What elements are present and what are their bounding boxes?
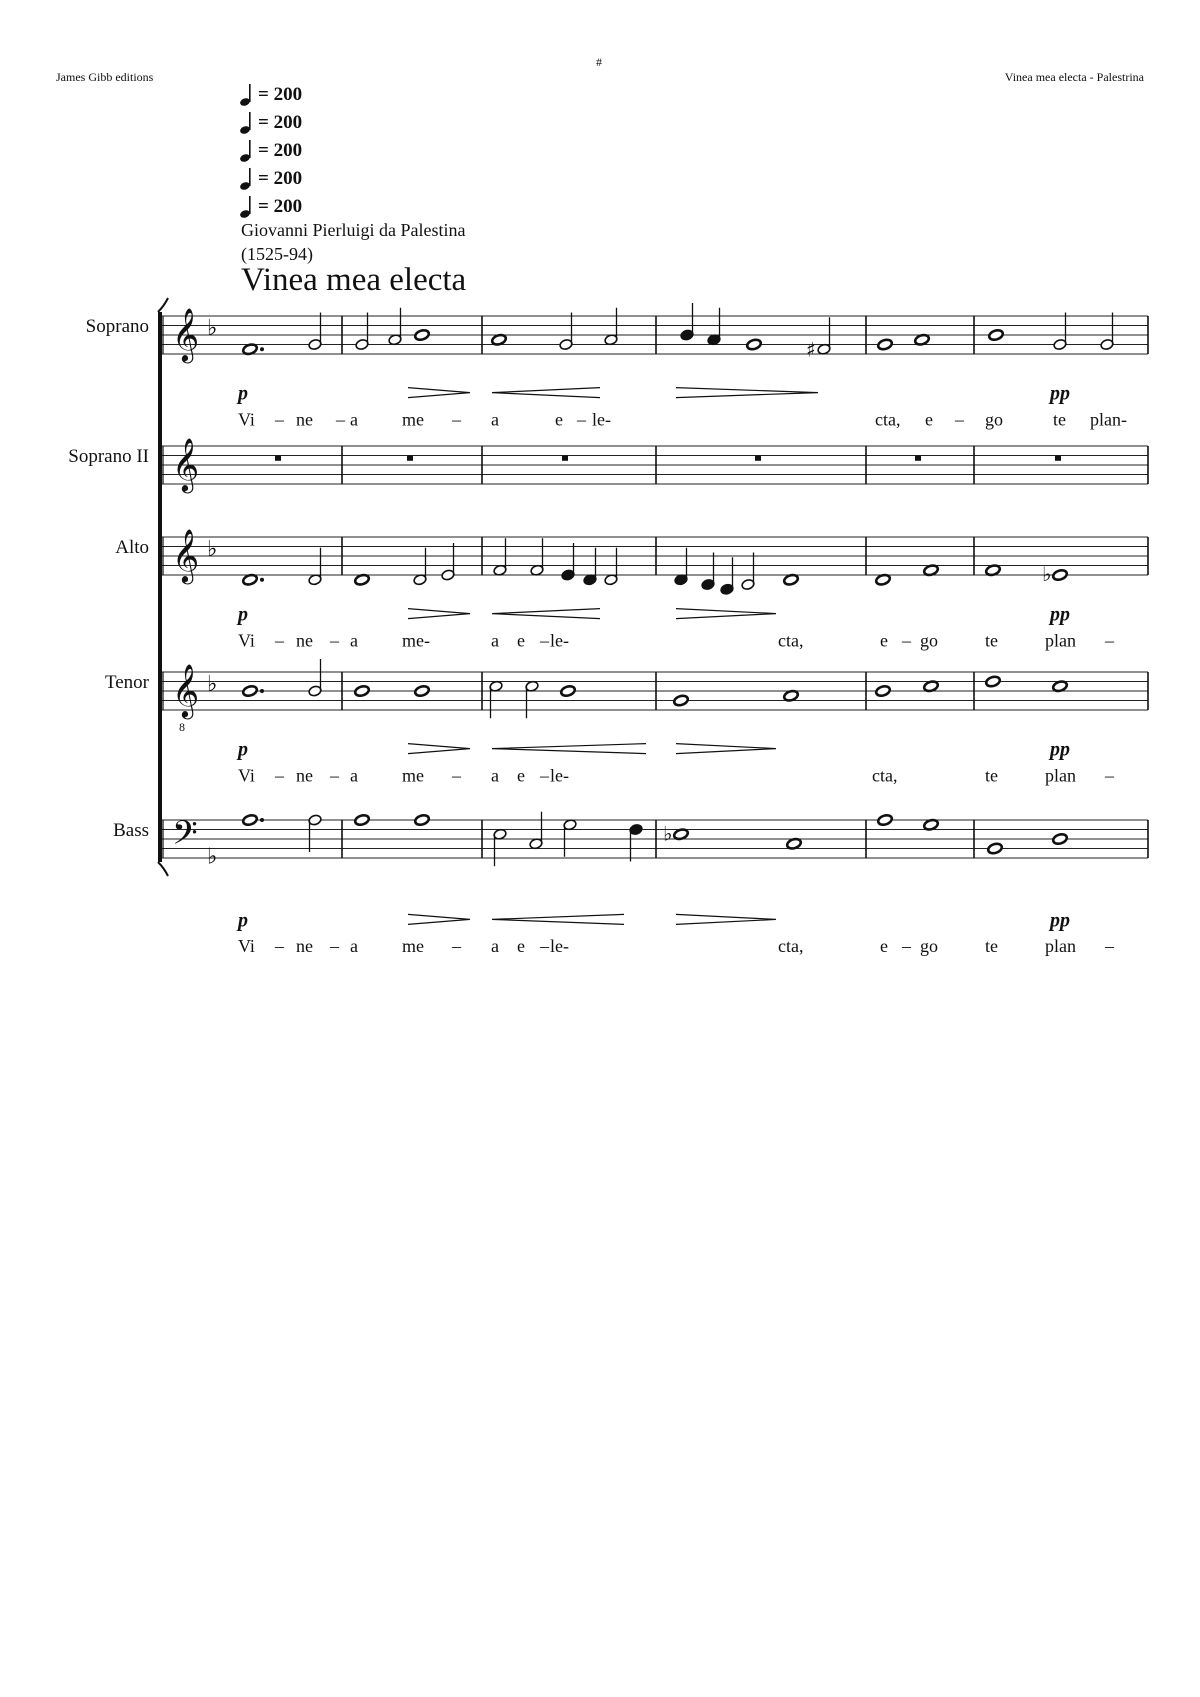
flat-icon: ♭	[207, 537, 218, 562]
dynamic-p: p	[238, 738, 248, 761]
part-name: Soprano	[85, 316, 149, 337]
dynamic-pp: pp	[1050, 909, 1070, 932]
note-head	[746, 338, 762, 351]
lyric-syllable: e	[925, 409, 933, 430]
flat-icon: ♭	[207, 672, 218, 697]
lyric-syllable: me	[402, 936, 424, 957]
bracket-bottom	[158, 862, 168, 876]
crescendo-hairpin	[492, 388, 600, 398]
part-name: Tenor	[104, 672, 149, 693]
lyric-syllable: e	[517, 936, 525, 957]
dot	[260, 689, 264, 693]
lyric-syllable: –	[275, 936, 284, 957]
lyric-syllable: te	[985, 765, 998, 786]
lyric-syllable: go	[920, 630, 938, 651]
lyric-syllable: –	[275, 765, 284, 786]
lyric-syllable: –	[275, 409, 284, 430]
note-head	[242, 685, 258, 698]
decrescendo-hairpin	[676, 914, 776, 924]
lyric-syllable: a	[350, 409, 358, 430]
note-head	[877, 814, 893, 827]
lyric-syllable: ne	[296, 936, 313, 957]
note-head	[987, 842, 1003, 855]
lyric-syllable: –	[336, 409, 345, 430]
whole-rest-icon	[562, 456, 568, 461]
lyric-syllable: te	[985, 936, 998, 957]
lyric-syllable: a	[491, 409, 499, 430]
lyric-syllable: plan	[1045, 765, 1076, 786]
lyric-syllable: Vi	[238, 936, 255, 957]
lyric-syllable: Vi	[238, 630, 255, 651]
tempo-value: = 200	[258, 196, 303, 217]
note-head	[875, 685, 891, 698]
lyric-syllable: –	[902, 630, 911, 651]
treble-clef-icon: 𝄞	[172, 437, 200, 492]
lyric-syllable: –	[330, 630, 339, 651]
tempo-value: = 200	[258, 168, 303, 189]
lyric-syllable: Vi	[238, 765, 255, 786]
lyric-syllable: –	[330, 936, 339, 957]
tempo-value: = 200	[258, 112, 303, 133]
lyric-syllable: –	[452, 936, 461, 957]
lyric-syllable: e	[880, 630, 888, 651]
lyric-syllable: go	[920, 936, 938, 957]
lyric-syllable: –	[902, 936, 911, 957]
lyric-syllable: a	[350, 936, 358, 957]
note-head	[673, 694, 689, 707]
lyric-syllable: cta,	[875, 409, 901, 430]
flat-icon: ♭	[207, 316, 218, 341]
lyric-syllable: a	[491, 936, 499, 957]
whole-rest-icon	[1055, 456, 1061, 461]
treble-clef-icon: 𝄞	[172, 663, 200, 718]
lyric-syllable: –	[1105, 936, 1114, 957]
lyric-syllable: –	[1105, 765, 1114, 786]
lyric-syllable: –	[1105, 630, 1114, 651]
note-head	[1052, 569, 1068, 582]
whole-rest-icon	[915, 456, 921, 461]
crescendo-hairpin	[492, 609, 600, 619]
lyric-syllable: –	[955, 409, 964, 430]
header-left: James Gibb editions	[56, 70, 154, 84]
lyric-syllable: e	[517, 765, 525, 786]
lyric-syllable: a	[491, 630, 499, 651]
lyric-syllable: plan	[1045, 630, 1076, 651]
lyric-syllable: te	[985, 630, 998, 651]
lyric-syllable: –	[540, 765, 549, 786]
lyric-syllable: cta,	[872, 765, 898, 786]
lyric-syllable: cta,	[778, 936, 804, 957]
dynamic-pp: pp	[1050, 738, 1070, 761]
note-head	[560, 685, 576, 698]
crescendo-hairpin	[492, 914, 624, 924]
composer-dates: (1525-94)	[241, 244, 313, 264]
lyric-syllable: e	[880, 936, 888, 957]
crescendo-hairpin	[492, 744, 646, 754]
note-head	[414, 814, 430, 827]
dynamic-p: p	[238, 909, 248, 932]
octave-8-marker: 8	[179, 719, 185, 734]
piece-title: Vinea mea electa	[241, 262, 467, 298]
flat-icon: ♭	[207, 844, 218, 870]
note-head	[354, 685, 370, 698]
flat-icon: ♭	[1042, 562, 1052, 586]
lyric-syllable: –	[275, 630, 284, 651]
whole-rest-icon	[275, 456, 281, 461]
lyric-syllable: le-	[592, 409, 611, 430]
treble-clef-icon: 𝄞	[172, 528, 200, 583]
lyric-syllable: go	[985, 409, 1003, 430]
lyric-syllable: le-	[550, 765, 569, 786]
dot	[260, 818, 264, 822]
decrescendo-hairpin	[408, 609, 470, 619]
lyric-syllable: ne	[296, 409, 313, 430]
note-head	[354, 814, 370, 827]
sharp-icon: ♯	[806, 337, 816, 362]
lyric-syllable: le-	[550, 936, 569, 957]
decrescendo-hairpin	[408, 744, 470, 754]
part-name: Soprano II	[68, 446, 149, 467]
lyric-syllable: –	[330, 765, 339, 786]
lyric-syllable: te	[1053, 409, 1066, 430]
lyric-syllable: a	[350, 765, 358, 786]
lyric-syllable: me	[402, 765, 424, 786]
lyric-syllable: e	[517, 630, 525, 651]
lyric-syllable: plan	[1045, 936, 1076, 957]
decrescendo-hairpin	[408, 388, 470, 398]
note-head	[1052, 833, 1068, 846]
dynamic-p: p	[238, 603, 248, 626]
lyric-syllable: ne	[296, 630, 313, 651]
note-head	[414, 685, 430, 698]
dot	[260, 578, 264, 582]
part-name: Bass	[113, 820, 149, 841]
dot	[260, 347, 264, 351]
note-head	[988, 329, 1004, 342]
whole-rest-icon	[755, 456, 761, 461]
dynamic-p: p	[238, 382, 248, 405]
note-head	[985, 675, 1001, 688]
note-head	[242, 814, 258, 827]
decrescendo-hairpin	[676, 744, 776, 754]
dynamic-pp: pp	[1050, 382, 1070, 405]
dynamic-pp: pp	[1050, 603, 1070, 626]
lyric-syllable: ne	[296, 765, 313, 786]
lyric-syllable: le-	[550, 630, 569, 651]
lyric-syllable: –	[540, 630, 549, 651]
lyric-syllable: a	[350, 630, 358, 651]
lyric-syllable: a	[491, 765, 499, 786]
decrescendo-hairpin	[676, 609, 776, 619]
lyric-syllable: –	[452, 409, 461, 430]
lyric-syllable: plan-	[1090, 409, 1127, 430]
lyric-syllable: Vi	[238, 409, 255, 430]
flat-icon: ♭	[663, 821, 673, 846]
lyric-syllable: me-	[402, 630, 430, 651]
composer-name: Giovanni Pierluigi da Palestina	[241, 220, 466, 240]
decrescendo-hairpin	[676, 388, 818, 398]
lyric-syllable: –	[452, 765, 461, 786]
lyric-syllable: e	[555, 409, 563, 430]
note-head	[414, 329, 430, 342]
lyric-syllable: –	[577, 409, 586, 430]
bracket-top	[158, 298, 168, 312]
treble-clef-icon: 𝄞	[172, 307, 200, 362]
tempo-value: = 200	[258, 140, 303, 161]
header-page-number: #	[596, 55, 602, 69]
lyric-syllable: me	[402, 409, 424, 430]
header-right: Vinea mea electa - Palestrina	[1004, 70, 1144, 84]
bass-clef-icon: 𝄢	[172, 814, 198, 861]
note-head	[877, 338, 893, 351]
decrescendo-hairpin	[408, 914, 470, 924]
part-name: Alto	[115, 537, 149, 558]
whole-rest-icon	[407, 456, 413, 461]
system-bracket	[158, 312, 162, 862]
lyric-syllable: cta,	[778, 630, 804, 651]
lyric-syllable: –	[540, 936, 549, 957]
tempo-value: = 200	[258, 84, 303, 105]
